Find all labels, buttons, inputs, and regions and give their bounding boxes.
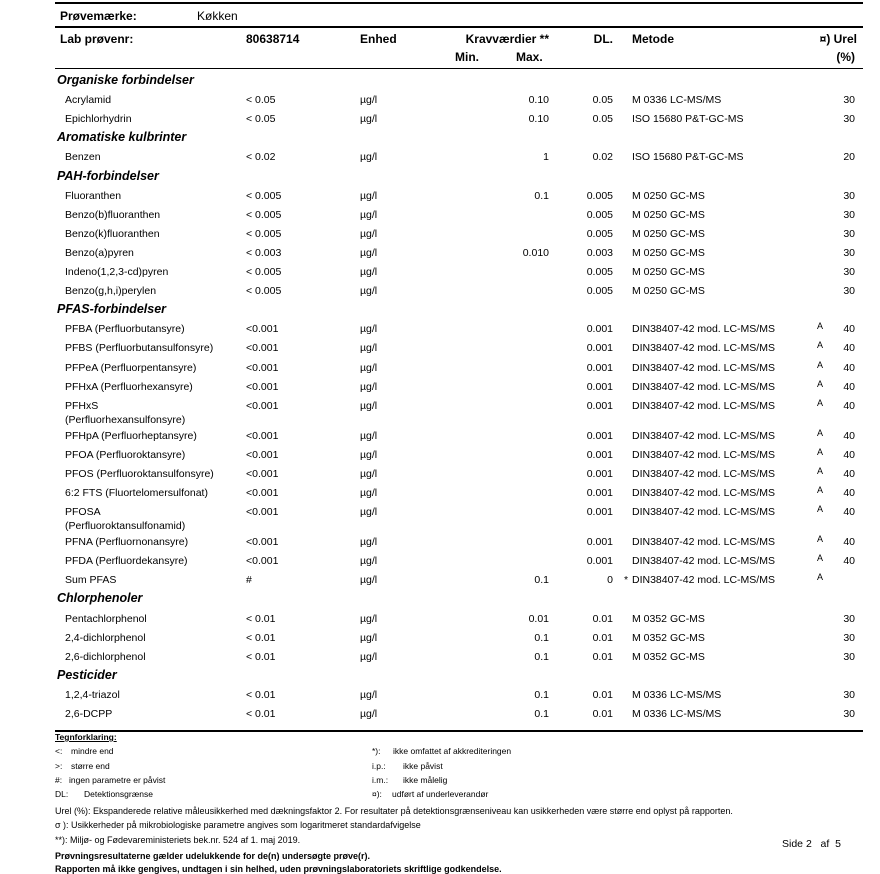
cell-method: M 0250 GC-MS [632, 208, 705, 221]
cell-unit: µg/l [360, 113, 378, 126]
cell-unit: µg/l [360, 650, 378, 663]
cell-urel: 30 [843, 266, 855, 278]
cell-max: 0.10 [528, 113, 549, 126]
cell-unit: µg/l [360, 151, 378, 164]
header-max: Max. [516, 50, 543, 64]
cell-urel: 30 [843, 113, 855, 126]
cell-name: Sum PFAS [65, 574, 117, 587]
cell-unit: µg/l [360, 323, 378, 336]
legend-left-sym-3: DL: [55, 789, 69, 799]
legend-left-text-0: mindre end [71, 746, 114, 756]
legend-right-sym-3: ¤): [372, 789, 382, 799]
cell-max: 0.1 [534, 688, 549, 701]
cell-name: 2,6-DCPP [65, 708, 113, 720]
cell-method: ISO 15680 P&T-GC-MS [632, 151, 744, 164]
cell-method: DIN38407-42 mod. LC-MS/MS [632, 574, 775, 587]
legend-right-sym-0: *): [372, 746, 381, 756]
cell-urel: 40 [843, 448, 855, 461]
cell-result: < 0.005 [246, 227, 282, 240]
cell-unit: µg/l [360, 429, 378, 442]
cell-urel: 40 [843, 342, 855, 355]
cell-urel: 40 [843, 361, 855, 374]
cell-dl: 0.001 [586, 323, 613, 336]
cell-unit: µg/l [360, 631, 378, 644]
cell-unit: µg/l [360, 536, 378, 549]
cell-acc: A [817, 465, 824, 476]
cell-urel: 30 [843, 227, 855, 240]
cell-urel: 30 [843, 285, 855, 298]
cell-name: Benzo(g,h,i)perylen [65, 285, 157, 298]
cell-dl: 0.01 [592, 631, 613, 644]
cell-urel: 30 [843, 94, 855, 107]
cell-name: 6:2 FTS (Fluortelomersulfonat) [65, 487, 208, 499]
cell-result: < 0.01 [246, 650, 276, 663]
cell-name: Benzo(k)fluoranthen [65, 227, 160, 240]
page-number [782, 838, 841, 850]
cell-max: 0.1 [534, 650, 549, 663]
cell-urel: 30 [843, 631, 855, 644]
cell-urel: 30 [843, 246, 855, 259]
cell-dl: 0.05 [592, 113, 613, 126]
cell-result: < 0.005 [246, 189, 282, 202]
cell-dl: 0.005 [586, 285, 613, 298]
cell-result: < 0.05 [246, 94, 276, 107]
cell-dl: 0.001 [586, 429, 613, 442]
cell-name: 2,4-dichlorphenol [65, 631, 146, 644]
page-side-label: Side [782, 838, 804, 850]
cell-result: <0.001 [246, 506, 279, 519]
cell-urel: 30 [843, 650, 855, 663]
cell-acc: A [817, 427, 824, 438]
cell-urel: 40 [843, 399, 855, 412]
cell-urel: 40 [843, 555, 855, 568]
page-total: 5 [835, 838, 841, 850]
cell-unit: µg/l [360, 94, 378, 107]
cell-acc: A [817, 534, 824, 545]
cell-method: M 0352 GC-MS [632, 612, 705, 625]
cell-result: < 0.003 [246, 246, 282, 259]
cell-unit: µg/l [360, 227, 378, 240]
cell-result: < 0.02 [246, 151, 276, 164]
cell-method: DIN38407-42 mod. LC-MS/MS [632, 429, 775, 442]
sample-value: Køkken [197, 9, 238, 23]
cell-result: <0.001 [246, 342, 279, 355]
sample-label: Prøvemærke: [60, 9, 137, 23]
cell-dl: 0 [607, 574, 613, 587]
header-min: Min. [455, 50, 479, 64]
legend-left-text-3: Detektionsgrænse [84, 789, 153, 799]
cell-result: < 0.05 [246, 113, 276, 126]
cell-dl: 0.05 [592, 94, 613, 107]
cell-result: # [246, 574, 252, 587]
footnote-reproduction: Rapporten må ikke gengives, undtagen i sin helhed, uden prøvningslaboratoriets skriftlige godkendelse. [55, 864, 502, 874]
cell-name: PFOA (Perfluoroktansyre) [65, 448, 186, 461]
cell-urel: 20 [843, 151, 855, 164]
cell-method: ISO 15680 P&T-GC-MS [632, 113, 744, 126]
cell-method: DIN38407-42 mod. LC-MS/MS [632, 467, 775, 480]
cell-dl: 0.005 [586, 266, 613, 278]
legend-left-sym-0: <: [55, 746, 63, 756]
cell-method: M 0250 GC-MS [632, 227, 705, 240]
cell-dl: 0.001 [586, 399, 613, 412]
legend-right-sym-1: i.p.: [372, 761, 386, 771]
cell-method: DIN38407-42 mod. LC-MS/MS [632, 506, 775, 519]
cell-result: <0.001 [246, 487, 279, 499]
cell-method: DIN38407-42 mod. LC-MS/MS [632, 555, 775, 568]
cell-dl: 0.01 [592, 650, 613, 663]
header-dl: DL. [593, 32, 613, 46]
cell-acc: A [817, 553, 824, 564]
cell-method: DIN38407-42 mod. LC-MS/MS [632, 448, 775, 461]
cell-method: M 0336 LC-MS/MS [632, 708, 722, 720]
cell-name: PFNA (Perfluornonansyre) [65, 536, 189, 549]
cell-result: <0.001 [246, 448, 279, 461]
header-lab: Lab prøvenr: [60, 32, 134, 46]
cell-method: DIN38407-42 mod. LC-MS/MS [632, 323, 775, 336]
cell-name: 2,6-dichlorphenol [65, 650, 146, 663]
footnote-validity: Prøvningsresultaterne gælder udelukkende for de(n) undersøgte prøve(r). [55, 851, 371, 861]
section-heading: Pesticider [57, 667, 117, 682]
page-current: 2 [805, 838, 812, 850]
cell-name: PFOS (Perfluoroktansulfonsyre) [65, 467, 214, 480]
cell-result: < 0.005 [246, 285, 282, 298]
cell-dl: 0.003 [586, 246, 613, 259]
cell-max: 0.1 [534, 708, 549, 720]
cell-name-continued: (Perfluoroktansulfonamid) [65, 520, 186, 533]
cell-name: PFOSA [65, 506, 101, 519]
cell-result: <0.001 [246, 555, 279, 568]
cell-urel: 40 [843, 429, 855, 442]
cell-name: Benzo(b)fluoranthen [65, 208, 161, 221]
cell-acc: A [817, 485, 824, 495]
cell-name: PFHxA (Perfluorhexansyre) [65, 380, 193, 393]
cell-unit: µg/l [360, 708, 378, 720]
cell-method: DIN38407-42 mod. LC-MS/MS [632, 536, 775, 549]
cell-method: M 0336 LC-MS/MS [632, 94, 722, 107]
legend-left-text-2: ingen parametre er påvist [69, 775, 166, 785]
cell-unit: µg/l [360, 342, 378, 355]
header-urel: ¤) Urel [819, 32, 857, 46]
footnote-sigma: σ ): Usikkerheder på mikrobiologiske parametre angives som logaritmeret standardafvigelse [55, 820, 421, 830]
cell-acc: A [817, 340, 824, 351]
header-labno: 80638714 [246, 32, 300, 46]
header-method: Metode [632, 32, 674, 46]
footnote-bek: **): Miljø- og Fødevareministeriets bek.nr. 524 af 1. maj 2019. [55, 835, 301, 845]
cell-dl: 0.001 [586, 448, 613, 461]
cell-max: 0.1 [534, 631, 549, 644]
cell-acc: A [817, 504, 824, 515]
cell-acc: A [817, 446, 824, 457]
cell-method: M 0352 GC-MS [632, 631, 705, 644]
cell-name: Indeno(1,2,3-cd)pyren [65, 266, 169, 278]
cell-result: < 0.01 [246, 631, 276, 644]
cell-unit: µg/l [360, 487, 378, 499]
cell-acc: A [817, 397, 824, 408]
legend-right-text-2: ikke målelig [403, 775, 448, 785]
cell-result: < 0.005 [246, 266, 282, 278]
cell-name: PFDA (Perfluordekansyre) [65, 555, 188, 568]
cell-unit: µg/l [360, 448, 378, 461]
cell-dl: 0.001 [586, 361, 613, 374]
cell-dl: 0.02 [592, 151, 613, 164]
cell-method: DIN38407-42 mod. LC-MS/MS [632, 380, 775, 393]
page-of-label: af [820, 838, 830, 850]
cell-max: 0.010 [522, 246, 549, 259]
cell-name: Acrylamid [65, 94, 112, 107]
cell-urel: 40 [843, 323, 855, 336]
cell-name: Epichlorhydrin [65, 113, 132, 126]
cell-urel: 30 [843, 688, 855, 701]
cell-name: PFBS (Perfluorbutansulfonsyre) [65, 342, 214, 355]
cell-urel: 40 [843, 380, 855, 393]
footnote-urel: Urel (%): Ekspanderede relative måleusikkerhed med dækningsfaktor 2. For resultater på detektionsgrænseniveau kan usikkerheden være større end oplyst på rapporten. [55, 806, 733, 816]
header-krav: Kravværdier ** [465, 32, 549, 46]
legend-left-text-1: større end [71, 761, 110, 771]
cell-star: * [624, 574, 629, 587]
cell-result: <0.001 [246, 323, 279, 336]
cell-urel: 30 [843, 612, 855, 625]
section-heading: PAH-forbindelser [57, 168, 159, 183]
cell-unit: µg/l [360, 612, 378, 625]
cell-name: Benzen [65, 151, 101, 164]
cell-unit: µg/l [360, 399, 378, 412]
cell-method: DIN38407-42 mod. LC-MS/MS [632, 361, 775, 374]
cell-name: PFPeA (Perfluorpentansyre) [65, 361, 197, 374]
cell-unit: µg/l [360, 266, 378, 278]
cell-unit: µg/l [360, 574, 378, 587]
cell-name: Pentachlorphenol [65, 612, 147, 625]
cell-min: 0.1 [534, 574, 549, 587]
legend-left-sym-1: >: [55, 761, 63, 771]
cell-acc: A [817, 359, 824, 370]
header-pct: (%) [836, 50, 855, 64]
cell-urel: 40 [843, 536, 855, 549]
cell-method: M 0336 LC-MS/MS [632, 688, 722, 701]
cell-acc: A [817, 378, 824, 389]
cell-result: < 0.01 [246, 708, 276, 720]
cell-method: M 0250 GC-MS [632, 246, 705, 259]
cell-unit: µg/l [360, 361, 378, 374]
cell-method: DIN38407-42 mod. LC-MS/MS [632, 399, 775, 412]
cell-urel: 30 [843, 208, 855, 221]
cell-unit: µg/l [360, 189, 378, 202]
cell-dl: 0.001 [586, 555, 613, 568]
section-heading: Aromatiske kulbrinter [57, 130, 187, 145]
cell-result: < 0.01 [246, 612, 276, 625]
header-unit: Enhed [360, 32, 397, 46]
cell-dl: 0.001 [586, 487, 613, 499]
cell-dl: 0.001 [586, 342, 613, 355]
section-heading: Chlorphenoler [57, 591, 143, 606]
cell-result: <0.001 [246, 429, 279, 442]
cell-urel: 40 [843, 487, 855, 499]
section-heading: PFAS-forbindelser [57, 302, 167, 317]
section-heading: Organiske forbindelser [57, 73, 194, 87]
cell-unit: µg/l [360, 285, 378, 298]
cell-urel: 30 [843, 189, 855, 202]
cell-method: M 0250 GC-MS [632, 189, 705, 202]
cell-dl: 0.005 [586, 189, 613, 202]
cell-max: 1 [543, 151, 549, 164]
cell-result: <0.001 [246, 361, 279, 374]
cell-name: Benzo(a)pyren [65, 246, 134, 259]
cell-unit: µg/l [360, 506, 378, 519]
cell-dl: 0.001 [586, 536, 613, 549]
cell-dl: 0.005 [586, 227, 613, 240]
cell-dl: 0.01 [592, 688, 613, 701]
cell-dl: 0.01 [592, 612, 613, 625]
cell-acc: A [817, 321, 824, 332]
cell-name: Fluoranthen [65, 189, 122, 202]
cell-method: M 0352 GC-MS [632, 650, 705, 663]
legend-right-text-3: udført af underleverandør [392, 789, 489, 799]
cell-result: < 0.01 [246, 688, 276, 701]
cell-dl: 0.01 [592, 708, 613, 720]
cell-method: DIN38407-42 mod. LC-MS/MS [632, 487, 775, 499]
legend-right-text-0: ikke omfattet af akkrediteringen [393, 746, 512, 756]
cell-result: < 0.005 [246, 208, 282, 221]
cell-method: DIN38407-42 mod. LC-MS/MS [632, 342, 775, 355]
cell-unit: µg/l [360, 208, 378, 221]
cell-max: 0.01 [528, 612, 549, 625]
cell-dl: 0.001 [586, 467, 613, 480]
cell-result: <0.001 [246, 399, 279, 412]
cell-unit: µg/l [360, 555, 378, 568]
cell-method: M 0250 GC-MS [632, 266, 705, 278]
legend-title: Tegnforklaring: [55, 732, 117, 742]
cell-name: PFHpA (Perfluorheptansyre) [65, 429, 197, 442]
cell-urel: 40 [843, 467, 855, 480]
cell-unit: µg/l [360, 380, 378, 393]
cell-dl: 0.005 [586, 208, 613, 221]
cell-unit: µg/l [360, 246, 378, 259]
table-bottom-rule [55, 730, 863, 732]
cell-method: M 0250 GC-MS [632, 285, 705, 298]
cell-acc: A [817, 572, 824, 583]
cell-result: <0.001 [246, 536, 279, 549]
cell-urel: 30 [843, 708, 855, 720]
legend-right-text-1: ikke påvist [403, 761, 443, 771]
cell-unit: µg/l [360, 688, 378, 701]
cell-name-continued: (Perfluorhexansulfonsyre) [65, 413, 186, 426]
cell-urel: 40 [843, 506, 855, 519]
cell-result: <0.001 [246, 467, 279, 480]
cell-dl: 0.001 [586, 506, 613, 519]
cell-name: PFBA (Perfluorbutansyre) [65, 323, 185, 336]
cell-result: <0.001 [246, 380, 279, 393]
cell-max: 0.1 [534, 189, 549, 202]
legend-left-sym-2: #: [55, 775, 63, 785]
cell-dl: 0.001 [586, 380, 613, 393]
cell-name: PFHxS [65, 399, 99, 412]
cell-name: 1,2,4-triazol [65, 688, 120, 701]
cell-unit: µg/l [360, 467, 378, 480]
legend-right-sym-2: i.m.: [372, 775, 389, 785]
cell-max: 0.10 [528, 94, 549, 107]
